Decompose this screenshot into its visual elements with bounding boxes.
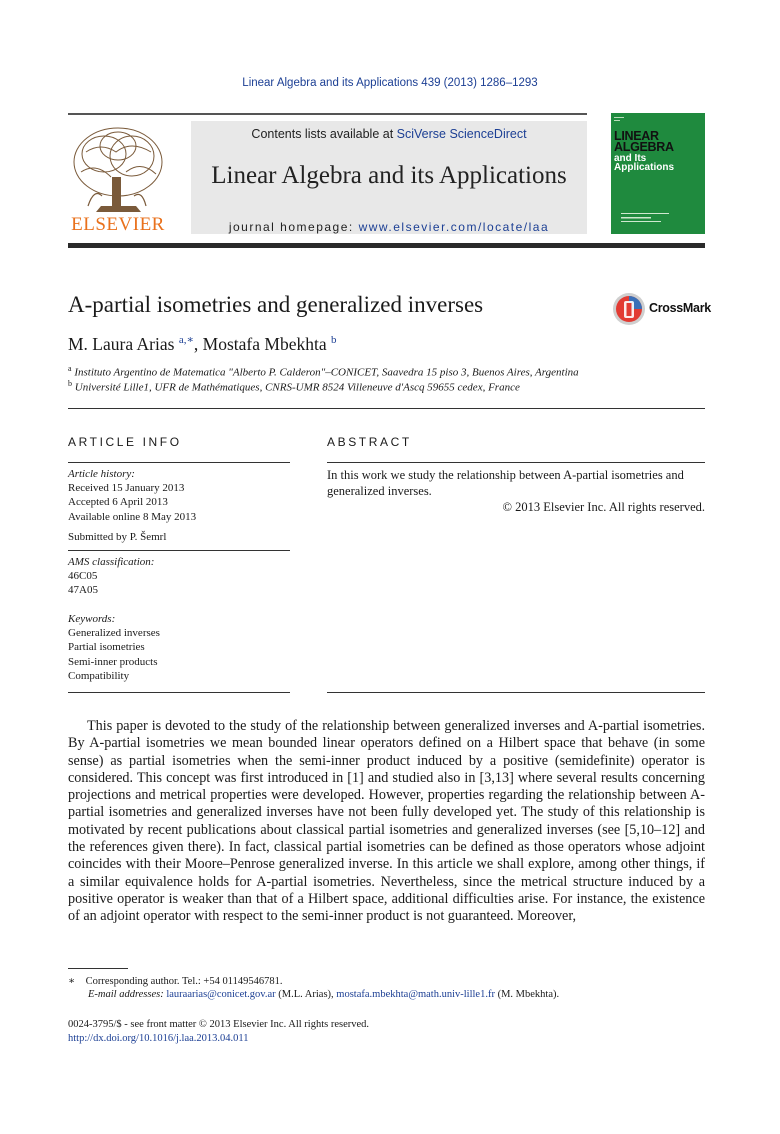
contents-line (191, 127, 587, 141)
ams-label: AMS classification: (68, 556, 155, 568)
article-info-heading: ARTICLE INFO (68, 435, 182, 449)
history-label: Article history: (68, 468, 135, 480)
email-label: E-mail addresses: (88, 989, 167, 1000)
sciencedirect-link[interactable]: SciVerse ScienceDirect (396, 127, 527, 141)
cover-title (614, 131, 704, 153)
email-link[interactable]: lauraarias@conicet.gov.ar (166, 989, 276, 1000)
footnote-rule (68, 968, 128, 969)
doi-link[interactable]: http://dx.doi.org/10.1016/j.laa.2013.04.011 (68, 1033, 249, 1044)
cover-sub-line2: Applications (614, 162, 675, 173)
author-separator: , (193, 333, 203, 354)
keywords-label: Keywords: (68, 613, 116, 625)
affiliation (68, 364, 579, 379)
accepted-date: Accepted 6 April 2013 (68, 496, 168, 508)
affiliation-mark: b (68, 379, 72, 388)
keyword: Partial isometries (68, 641, 145, 653)
front-matter-note: 0024-3795/$ - see front matter © 2013 Elsevier Inc. All rights reserved. (68, 1019, 370, 1030)
email-owner: (M.L. Arias), (275, 989, 337, 1000)
author-affiliation-mark[interactable]: b (330, 334, 337, 346)
keyword: Generalized inverses (68, 627, 160, 639)
email-link[interactable]: mostafa.mbekhta@math.univ-lille1.fr (336, 989, 495, 1000)
journal-citation-link[interactable]: Linear Algebra and its Applications 439 (2013) 1286–1293 (242, 77, 538, 89)
author-affiliation-mark[interactable]: a,∗ (178, 334, 194, 346)
ams-code: 47A05 (68, 584, 98, 596)
homepage-prefix: journal homepage: (228, 220, 359, 234)
affiliation-mark: a (68, 364, 72, 373)
cover-pattern (611, 115, 705, 123)
article-title: A-partial isometries and generalized inverses (68, 292, 484, 317)
online-date: Available online 8 May 2013 (68, 511, 197, 523)
footnote-mark: ∗ (68, 976, 76, 987)
author-list (68, 333, 336, 355)
affiliation (68, 379, 520, 394)
info-rule (68, 692, 290, 693)
abstract-copyright: © 2013 Elsevier Inc. All rights reserved. (502, 500, 705, 514)
email-owner: (M. Mbekhta). (494, 989, 560, 1000)
affiliation-text: Université Lille1, UFR de Mathématiques, CNRS-UMR 8524 Villeneuve d'Ascq 59655 cedex, France (74, 381, 520, 394)
abstract-rule (327, 692, 705, 693)
homepage-link[interactable]: www.elsevier.com/locate/laa (358, 220, 550, 234)
keyword: Semi-inner products (68, 656, 158, 668)
abstract-rule (327, 462, 705, 463)
cover-footer-text (621, 211, 695, 223)
corresponding-author-text: Corresponding author. Tel.: +54 01149546781. (85, 976, 283, 987)
abstract-heading: ABSTRACT (327, 435, 412, 449)
cover-title-line2: ALGEBRA (614, 140, 674, 154)
author-name: Mostafa Mbekhta (202, 333, 327, 354)
section-rule (68, 408, 705, 409)
cover-sub-line1: and Its (614, 153, 647, 164)
corresponding-author-note (68, 975, 282, 987)
cover-subtitle (614, 154, 704, 172)
journal-masthead (191, 121, 587, 234)
ams-code: 46C05 (68, 570, 98, 582)
header-rule (68, 113, 587, 115)
keyword: Compatibility (68, 670, 130, 682)
abstract-text: In this work we study the relationship between A-partial isometries and generalized inverses. (327, 468, 684, 498)
crossmark-label[interactable]: CrossMark (649, 301, 711, 315)
cover-title-line1: LINEAR (614, 129, 659, 143)
journal-homepage-line (191, 220, 587, 234)
contents-prefix: Contents lists available at (251, 127, 397, 141)
affiliation-text: Instituto Argentino de Matematica "Alberto P. Calderon"–CONICET, Saavedra 15 piso 3, Buenos Aires, Argentina (74, 366, 579, 379)
info-rule (68, 462, 290, 463)
author-name: M. Laura Arias (68, 333, 175, 354)
journal-name: Linear Algebra and its Applications (211, 162, 567, 189)
email-addresses (88, 989, 559, 1000)
masthead-rule (68, 243, 705, 248)
received-date: Received 15 January 2013 (68, 482, 185, 494)
info-rule (68, 550, 290, 551)
journal-cover-image (611, 113, 705, 234)
body-paragraph: This paper is devoted to the study of the relationship between generalized inverses and A-partial isometries. By A-partial isometries we mean bounded linear operators defined on a Hilbert space that behave (in some sense) as partial isometries when the semi-inner product induced by a positive (semidefinite) operator is considered. This concept was first introduced in [1] and studied also in [3,13] where several results concerning projections and metrical properties were developed. However, properties regarding the relationship between A-partial isometries and generalized inverses have not been fully developed yet. The study of this relationship is motivated by recent publications about classical partial isometries and generalized inverses (see [5,10–12] and the references given there). In fact, classical partial isometries can be defined as those operators whose adjoint coincides with their Moore–Penrose generalized inverse. In this article we shall explore, among other things, if a similar equivalence holds for A-partial isometries. Nevertheless, since the metrical structure induced by a positive operator is weaker than that of a Hilbert space, additional difficulties arise. For instance, the existence of an adjoint operator with respect to the semi-inner product is not guaranteed. Moreover, (68, 718, 705, 925)
elsevier-wordmark: ELSEVIER (71, 214, 165, 235)
submitted-by: Submitted by P. Šemrl (68, 531, 167, 543)
crossmark-icon[interactable] (612, 292, 646, 326)
